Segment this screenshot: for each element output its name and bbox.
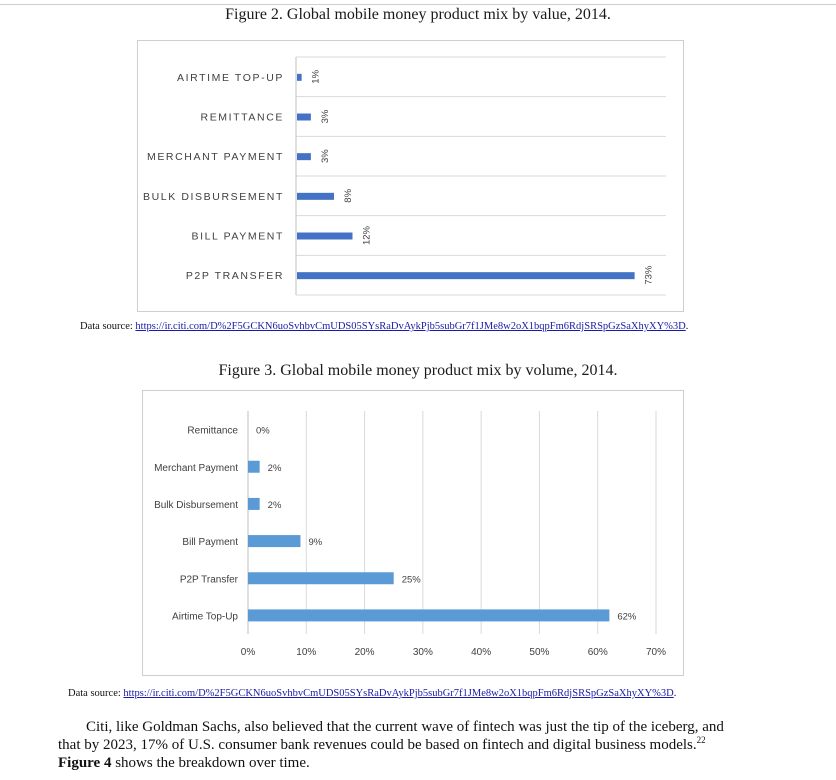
figure-3-bar <box>248 609 609 621</box>
paragraph-line-3-text: shows the breakdown over time. <box>111 755 310 771</box>
figure-2-data-label: 8% <box>343 188 354 203</box>
figure-3-chart-frame <box>142 390 684 676</box>
figure-2-bar <box>297 114 311 121</box>
figure-3-category-label: Bill Payment <box>182 537 238 549</box>
figure-2-bar <box>297 233 353 240</box>
paragraph-line-2-text: that by 2023, 17% of U.S. consumer bank revenues could be based on fintech and digital business models. <box>58 737 697 753</box>
figure-3-category-label: Airtime Top-Up <box>172 611 238 623</box>
figure-2-source <box>80 321 688 332</box>
figure-3-source-end: . <box>673 688 677 699</box>
figure-3-category-label: Remittance <box>187 425 238 437</box>
figure-3-data-label: 2% <box>267 462 282 474</box>
figure-3-tick-label: 40% <box>471 647 492 658</box>
figure-2-category-label: P2P TRANSFER <box>185 270 284 283</box>
figure-2-bar <box>297 153 311 160</box>
page-top-divider <box>0 4 836 5</box>
figure-2-bar <box>297 193 334 200</box>
figure-3-data-label: 62% <box>617 611 637 623</box>
figure-2-data-label: 3% <box>319 109 331 124</box>
figure-3-data-label: 25% <box>401 574 421 586</box>
figure-3-category-label: Merchant Payment <box>154 462 238 474</box>
figure-3-tick-label: 70% <box>645 647 667 658</box>
figure-3-source-label: Data source: <box>68 688 121 699</box>
figure-2-data-label: 3% <box>319 149 331 164</box>
figure-3-source-link[interactable]: https://ir.citi.com/D%2F5GCKN6uoSvhbvCmUDS05SYsRaDvAykPjb5subGr7f1JMe8w2oX1bqpFm6RdjSRSpGzSaXhyXY%3D <box>123 688 674 699</box>
figure-2-category-label: REMITTANCE <box>200 111 284 124</box>
figure-3-category-label: Bulk Disbursement <box>154 499 238 511</box>
paragraph-line-2 <box>58 736 768 754</box>
figure-3-bar <box>248 535 300 547</box>
figure-2-bar <box>297 272 635 279</box>
figure-2-data-label: 73% <box>643 265 655 285</box>
figure-3-data-label: 2% <box>267 499 282 511</box>
figure-4-reference: Figure 4 <box>58 755 112 771</box>
figure-2-title: Figure 2. Global mobile money product mix by value, 2014. <box>225 6 611 23</box>
figure-3-bar <box>248 498 260 510</box>
figure-2-data-label: 1% <box>310 69 322 84</box>
figure-2-data-label: 12% <box>361 225 373 246</box>
figure-3-tick-label: 50% <box>529 647 550 658</box>
figure-2-source-end: . <box>685 321 689 332</box>
figure-2-bar-chart <box>138 41 683 311</box>
paragraph-line-3 <box>58 754 768 772</box>
figure-2-category-label: AIRTIME TOP-UP <box>177 71 284 84</box>
figure-3-bar <box>248 572 394 584</box>
figure-2-source-link[interactable]: https://ir.citi.com/D%2F5GCKN6uoSvhbvCmUDS05SYsRaDvAykPjb5subGr7f1JMe8w2oX1bqpFm6RdjSRSpGzSaXhyXY%3D <box>135 321 686 332</box>
figure-3-tick-label: 0% <box>240 647 256 658</box>
figure-3-bar <box>248 461 260 473</box>
figure-2-bar <box>297 74 302 81</box>
figure-2-category-label: MERCHANT PAYMENT <box>146 151 284 164</box>
figure-3-category-label: P2P Transfer <box>179 574 238 586</box>
figure-3-source <box>68 688 676 699</box>
figure-3-data-label: 9% <box>308 537 323 549</box>
figure-3-title: Figure 3. Global mobile money product mix by volume, 2014. <box>218 362 618 379</box>
figure-3-tick-label: 30% <box>412 647 433 658</box>
figure-3-tick-label: 60% <box>587 647 608 658</box>
figure-3-tick-label: 10% <box>296 647 317 658</box>
figure-2-category-label: BILL PAYMENT <box>191 230 284 243</box>
body-paragraph <box>58 718 768 772</box>
figure-3-tick-label: 20% <box>354 647 375 658</box>
figure-2-source-label: Data source: <box>80 321 133 332</box>
figure-2-chart-frame <box>137 40 684 312</box>
figure-3-bar-chart <box>143 391 683 675</box>
footnote-ref[interactable]: 22 <box>696 735 706 745</box>
paragraph-line-1: Citi, like Goldman Sachs, also believed that the current wave of fintech was just the tip of the iceberg, and <box>86 719 724 735</box>
figure-2-category-label: BULK DISBURSEMENT <box>143 190 284 203</box>
figure-3-data-label: 0% <box>256 425 270 437</box>
